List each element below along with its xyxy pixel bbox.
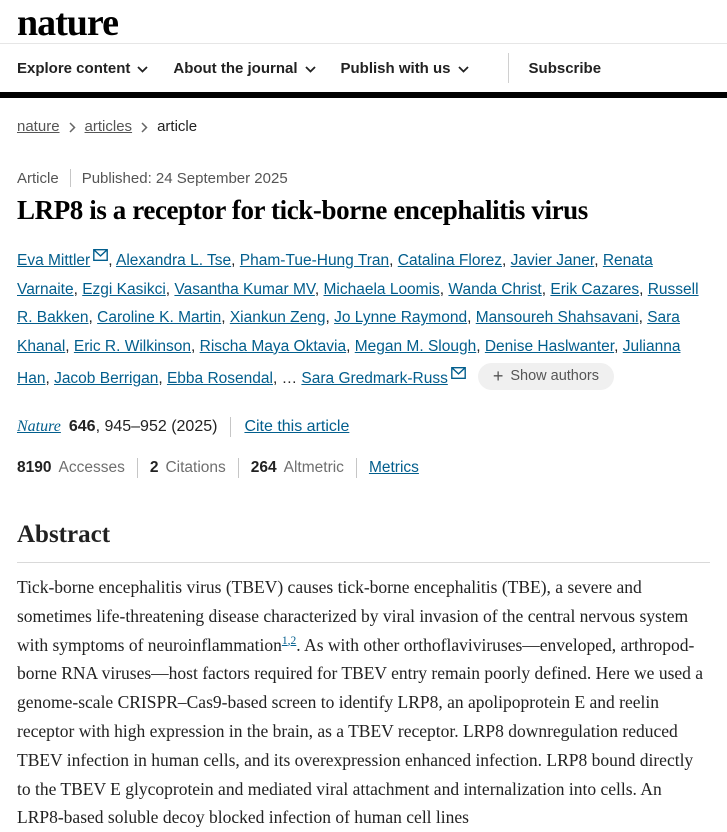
logo-row (0, 0, 727, 44)
author-link[interactable]: Megan M. Slough (354, 337, 477, 355)
metric-value: 8190 (17, 458, 52, 476)
published-date: Published: 24 September 2025 (81, 169, 288, 187)
metric-label: Altmetric (283, 458, 344, 476)
author-link[interactable]: Xiankun Zeng (229, 309, 326, 327)
nav-about-journal[interactable] (173, 60, 315, 77)
author-separator: , (614, 337, 623, 355)
pages-range: , 945–952 (2025) (95, 417, 218, 435)
page-title: LRP8 is a receptor for tick-borne encephalitis virus (17, 195, 588, 225)
author-link[interactable]: Pham-Tue-Hung Tran (239, 252, 390, 269)
chevron-right-icon (69, 122, 76, 133)
author-separator: , (108, 252, 116, 269)
author-separator: , (191, 337, 200, 355)
metric-label: Citations (165, 458, 226, 476)
citation-row (17, 417, 710, 437)
metric-value: 264 (250, 458, 277, 476)
author-link[interactable]: Ezgi Kasikci (82, 280, 166, 298)
author-separator: , (231, 252, 240, 269)
author-link[interactable]: Wanda Christ (448, 280, 542, 298)
abstract-divider (17, 562, 710, 563)
nav-explore-content[interactable] (17, 60, 148, 77)
chevron-down-icon (458, 60, 469, 77)
author-link[interactable]: Jacob Berrigan (54, 370, 159, 388)
author-separator: , (314, 280, 324, 298)
author-separator: , (439, 280, 449, 298)
author-separator: , (346, 337, 355, 355)
plus-icon: + (492, 366, 504, 387)
abstract-section (17, 521, 710, 832)
nature-logo[interactable]: nature (17, 1, 118, 44)
nav-label: Explore content (17, 59, 131, 77)
metric-divider (238, 458, 239, 478)
chevron-down-icon (137, 60, 148, 77)
main-nav (0, 44, 727, 92)
chevron-right-icon (141, 122, 148, 133)
volume-number: 646 (68, 417, 96, 435)
citation-divider (230, 417, 231, 437)
header-black-bar (0, 92, 727, 98)
abstract-part1: Tick-borne encephalitis virus (TBEV) causes tick-borne encephalitis (TBE), a severe and sometimes life-threatening disease characterized by viral invasion of the central nervous system with symptoms of neuroinflammation (17, 576, 689, 655)
author-separator: , (638, 309, 648, 327)
author-separator: , (158, 370, 167, 388)
author-link[interactable]: Renata Varnaite (17, 252, 653, 298)
author-separator: , (541, 280, 551, 298)
nav-subscribe[interactable] (529, 60, 602, 77)
author-link[interactable]: Vasantha Kumar MV (174, 280, 315, 298)
show-authors-label: Show authors (510, 368, 600, 385)
journal-link[interactable]: Nature (17, 417, 61, 435)
author-link[interactable]: Sara Gredmark-Russ (301, 370, 448, 388)
meta-divider (70, 169, 71, 187)
authors-ellipsis: … (281, 370, 302, 388)
author-link[interactable]: Sara Khanal (17, 309, 680, 355)
metric-altmetric (251, 459, 344, 477)
author-separator: , (467, 309, 476, 327)
metrics-link[interactable]: Metrics (368, 458, 419, 476)
reference-superscript (282, 635, 296, 647)
author-link[interactable]: Erik Cazares (550, 280, 640, 298)
author-separator: , (221, 309, 230, 327)
author-separator: , (165, 280, 175, 298)
reference-link-2[interactable]: 2 (290, 634, 297, 647)
authors-paragraph (17, 243, 710, 394)
author-link[interactable]: Denise Haslwanter (484, 337, 615, 355)
author-separator: , (272, 370, 282, 388)
author-link[interactable]: Eric R. Wilkinson (73, 337, 192, 355)
breadcrumb (17, 118, 710, 135)
email-icon (451, 361, 466, 390)
metrics-row (17, 458, 710, 478)
reference-link-1[interactable]: 1 (281, 634, 288, 647)
nav-divider (508, 53, 509, 83)
breadcrumb-article: article (157, 118, 198, 135)
author-separator: , (389, 252, 398, 269)
email-icon (93, 243, 108, 272)
cite-this-article-link[interactable]: Cite this article (244, 417, 350, 435)
author-link[interactable]: Eva Mittler (17, 252, 91, 269)
author-separator: , (88, 309, 98, 327)
author-separator: , (65, 337, 74, 355)
site-header (0, 0, 727, 98)
reference-separator: , (287, 634, 291, 647)
metric-citations (150, 459, 226, 477)
author-link[interactable]: Mansoureh Shahsavani (475, 309, 639, 327)
author-separator: , (594, 252, 603, 269)
author-separator: , (639, 280, 648, 298)
author-separator: , (73, 280, 83, 298)
metric-accesses (17, 459, 125, 477)
breadcrumb-nature[interactable]: nature (17, 118, 60, 135)
chevron-down-icon (305, 60, 316, 77)
breadcrumb-articles[interactable]: articles (84, 118, 133, 135)
nav-label: Publish with us (340, 59, 451, 77)
author-link[interactable]: Ebba Rosendal (166, 370, 273, 388)
author-link[interactable]: Javier Janer (510, 252, 595, 269)
author-link[interactable]: Michaela Loomis (323, 280, 440, 298)
abstract-heading: Abstract (17, 520, 111, 548)
author-separator: , (45, 370, 55, 388)
author-link[interactable]: Caroline K. Martin (97, 309, 222, 327)
author-link[interactable]: Catalina Florez (397, 252, 502, 269)
abstract-text (17, 573, 710, 832)
abstract-part2: . As with other orthoflaviviruses—enveloped, arthropod-borne RNA viruses—host factors required for TBEV entry remain poorly defined. Here we used a genome-scale CRISPR–Cas9-based screen to identify LRP8, an apolipoprotein E and reelin receptor with high expression in the brain, as a TBEV receptor. LRP8 downregulation reduced TBEV infection in human cells, and its overexpression enhanced infection. LRP8 bound directly to the TBEV E glycoprotein and mediated viral attachment and internalization into cells. An LRP8-based soluble decoy blocked infection of human cell lines (17, 634, 704, 828)
author-link[interactable]: Julianna Han (17, 337, 681, 388)
metric-label: Accesses (58, 458, 125, 476)
author-separator: , (325, 309, 335, 327)
show-authors-button[interactable] (478, 363, 614, 390)
author-separator: , (502, 252, 511, 269)
author-separator: , (476, 337, 485, 355)
metric-value: 2 (149, 458, 159, 476)
author-link[interactable]: Jo Lynne Raymond (334, 309, 468, 327)
nav-label: About the journal (173, 59, 298, 77)
metric-divider (137, 458, 138, 478)
article-meta-row (17, 169, 710, 187)
author-link[interactable]: Alexandra L. Tse (115, 252, 232, 269)
nav-label: Subscribe (528, 59, 602, 77)
author-link[interactable]: Russell R. Bakken (17, 280, 699, 327)
nav-publish-with-us[interactable] (341, 60, 469, 77)
metric-divider (356, 458, 357, 478)
article-type-label: Article (17, 169, 59, 187)
author-link[interactable]: Rischa Maya Oktavia (199, 337, 347, 355)
